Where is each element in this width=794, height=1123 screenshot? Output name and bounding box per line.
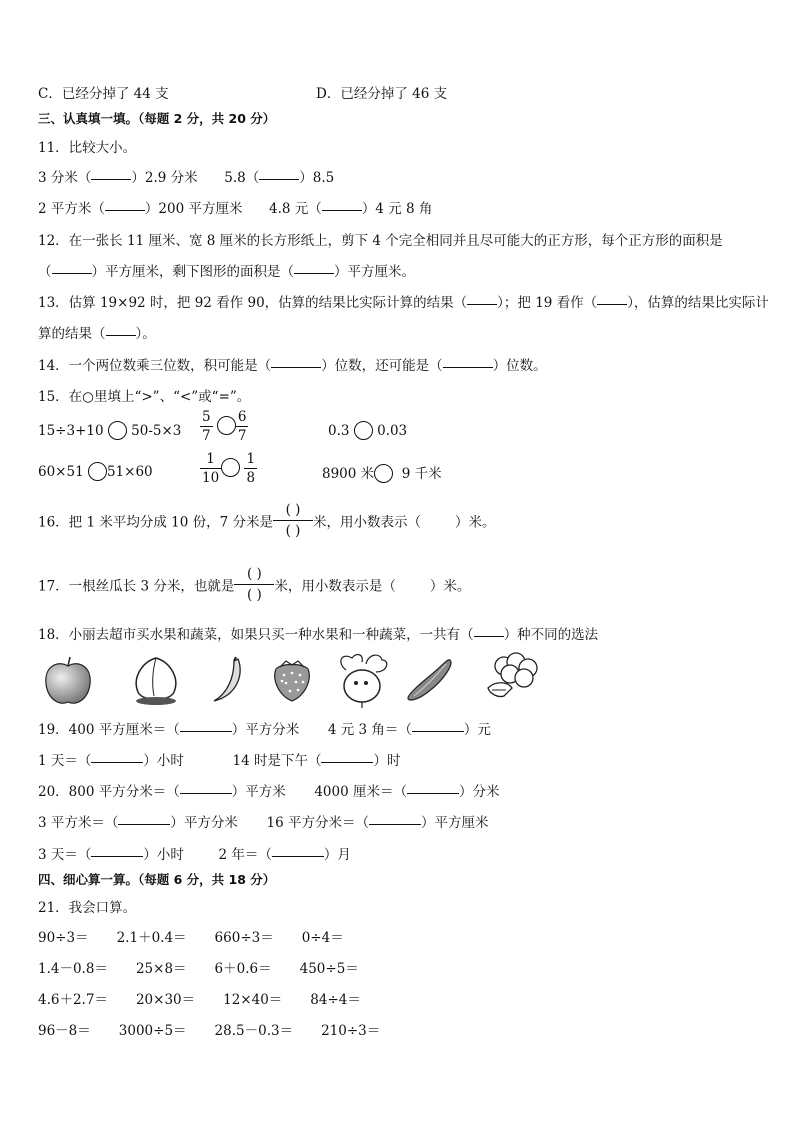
- q18-line: 18．小丽去超市买水果和蔬菜，如果只买一种水果和一种蔬菜，一共有（ ）种不同的选法: [38, 627, 599, 643]
- q11-a2: ）2.9 分米: [131, 170, 198, 186]
- answer-blank[interactable]: [272, 855, 324, 857]
- compare-circle[interactable]: [108, 421, 127, 440]
- q21-row-3: 4.6＋2.7＝ 20×30＝ 12×40＝ 84÷4＝: [38, 992, 361, 1008]
- q11-b3: 4.8 元（: [269, 201, 322, 217]
- answer-blank[interactable]: [259, 178, 299, 180]
- q20-row-2: 3 平方米＝（ ）平方分米 16 平方分米＝（ ）平方厘米: [38, 815, 489, 831]
- answer-blank[interactable]: [396, 585, 430, 586]
- apple-icon: [40, 652, 96, 708]
- answer-blank[interactable]: [369, 823, 421, 825]
- q15-item-1: 15÷3+10 50-5×3: [38, 423, 182, 439]
- fraction-blank[interactable]: ( ) ( ): [234, 564, 274, 605]
- answer-blank[interactable]: [91, 178, 131, 180]
- answer-blank[interactable]: [321, 761, 373, 763]
- answer-blank[interactable]: [421, 521, 455, 522]
- q19-row-1: 19．400 平方厘米＝（ ）平方分米 4 元 3 角＝（ ）元: [38, 722, 491, 738]
- q11-row-1: [38, 166, 334, 186]
- q15-title: 15．在○里填上“>”、“<”或“=”。: [38, 389, 251, 405]
- q16-line: 16．把 1 米平均分成 10 份，7 分米是 ( ) ( ) 米，用小数表示（ ）米。: [38, 502, 496, 539]
- q11-a4: ）8.5: [299, 170, 335, 186]
- q15-item-6: 8900 米 9 千米: [322, 466, 442, 482]
- q13-line-2: 算的结果（ ）。: [38, 326, 156, 342]
- compare-circle[interactable]: [221, 458, 240, 477]
- compare-circle[interactable]: [374, 464, 393, 483]
- answer-blank[interactable]: [412, 730, 464, 732]
- answer-blank[interactable]: [271, 366, 321, 368]
- q11-a1: 3 分米（: [38, 170, 92, 186]
- q15-item-4: 60×51 51×60: [38, 464, 153, 480]
- section-4-heading: 四、细心算一算。（每题 6 分，共 18 分）: [38, 872, 276, 887]
- q21-title: 21．我会口算。: [38, 900, 137, 916]
- section-3-heading: 三、认真填一填。（每题 2 分，共 20 分）: [38, 111, 276, 126]
- answer-blank[interactable]: [407, 792, 459, 794]
- q11-b1: 2 平方米（: [38, 201, 105, 217]
- answer-blank[interactable]: [597, 303, 627, 305]
- q11-b2: ）200 平方厘米: [144, 201, 243, 217]
- q14-line: 14．一个两位数乘三位数，积可能是（ ）位数，还可能是（ ）位数。: [38, 358, 547, 374]
- q11-title: 11．比较大小。: [38, 140, 137, 156]
- q15-item-3: 0.3 0.03: [328, 423, 408, 439]
- answer-blank[interactable]: [322, 209, 362, 211]
- compare-circle[interactable]: [354, 421, 373, 440]
- q15-item-2: $\frac{5}{7}$ $\frac{6}{7}$: [202, 409, 247, 444]
- banana-icon: [208, 655, 248, 707]
- answer-blank[interactable]: [118, 823, 170, 825]
- q12-line-1: 12．在一张长 11 厘米、宽 8 厘米的长方形纸上，剪下 4 个完全相同并且尽可能大的正方形，每个正方形的面积是: [38, 233, 723, 249]
- answer-blank[interactable]: [294, 272, 334, 274]
- answer-blank[interactable]: [106, 334, 136, 336]
- answer-blank[interactable]: [91, 761, 143, 763]
- cauliflower-icon: [482, 650, 544, 702]
- q13-line-1: 13．估算 19×92 时，把 92 看作 90，估算的结果比实际计算的结果（ ）；把 19 看作（ ），估算的结果比实际计: [38, 295, 769, 311]
- q20-row-1: 20．800 平方分米＝（ ）平方米 4000 厘米＝（ ）分米: [38, 784, 500, 800]
- answer-blank[interactable]: [91, 855, 143, 857]
- q21-row-1: 90÷3＝ 2.1＋0.4＝ 660÷3＝ 0÷4＝: [38, 930, 344, 946]
- answer-blank[interactable]: [467, 303, 497, 305]
- answer-blank[interactable]: [474, 635, 504, 637]
- radish-icon: [332, 650, 394, 710]
- peach-icon: [130, 652, 182, 708]
- q15-item-5: $\frac{1}{10}$ $\frac{1}{8}$: [202, 451, 256, 486]
- q21-row-2: 1.4－0.8＝ 25×8＝ 6＋0.6＝ 450÷5＝: [38, 961, 359, 977]
- q21-row-4: 96－8＝ 3000÷5＝ 28.5－0.3＝ 210÷3＝: [38, 1023, 381, 1039]
- option-c: C．已经分掉了 44 支: [38, 86, 169, 102]
- answer-blank[interactable]: [180, 792, 232, 794]
- q19-row-2: 1 天＝（ ）小时 14 时是下午（ ）时: [38, 753, 401, 769]
- q20-row-3: 3 天＝（ ）小时 2 年＝（ ）月: [38, 847, 351, 863]
- q11-a3: 5.8（: [224, 170, 260, 186]
- fraction-blank[interactable]: ( ) ( ): [273, 500, 313, 541]
- answer-blank[interactable]: [52, 272, 92, 274]
- q17-line: 17．一根丝瓜长 3 分米，也就是 ( ) ( ) 米，用小数表示是（ ）米。: [38, 566, 471, 603]
- option-d: D．已经分掉了 46 支: [316, 86, 448, 102]
- q11-row-2: [38, 197, 432, 217]
- cucumber-icon: [404, 654, 456, 706]
- strawberry-icon: [270, 655, 314, 705]
- compare-circle[interactable]: [217, 416, 236, 435]
- q12-line-2: （ ）平方厘米，剩下图形的面积是（ ）平方厘米。: [38, 264, 415, 280]
- answer-blank[interactable]: [180, 730, 232, 732]
- q11-b4: ）4 元 8 角: [361, 201, 433, 217]
- answer-blank[interactable]: [443, 366, 493, 368]
- compare-circle[interactable]: [88, 462, 107, 481]
- answer-blank[interactable]: [105, 209, 145, 211]
